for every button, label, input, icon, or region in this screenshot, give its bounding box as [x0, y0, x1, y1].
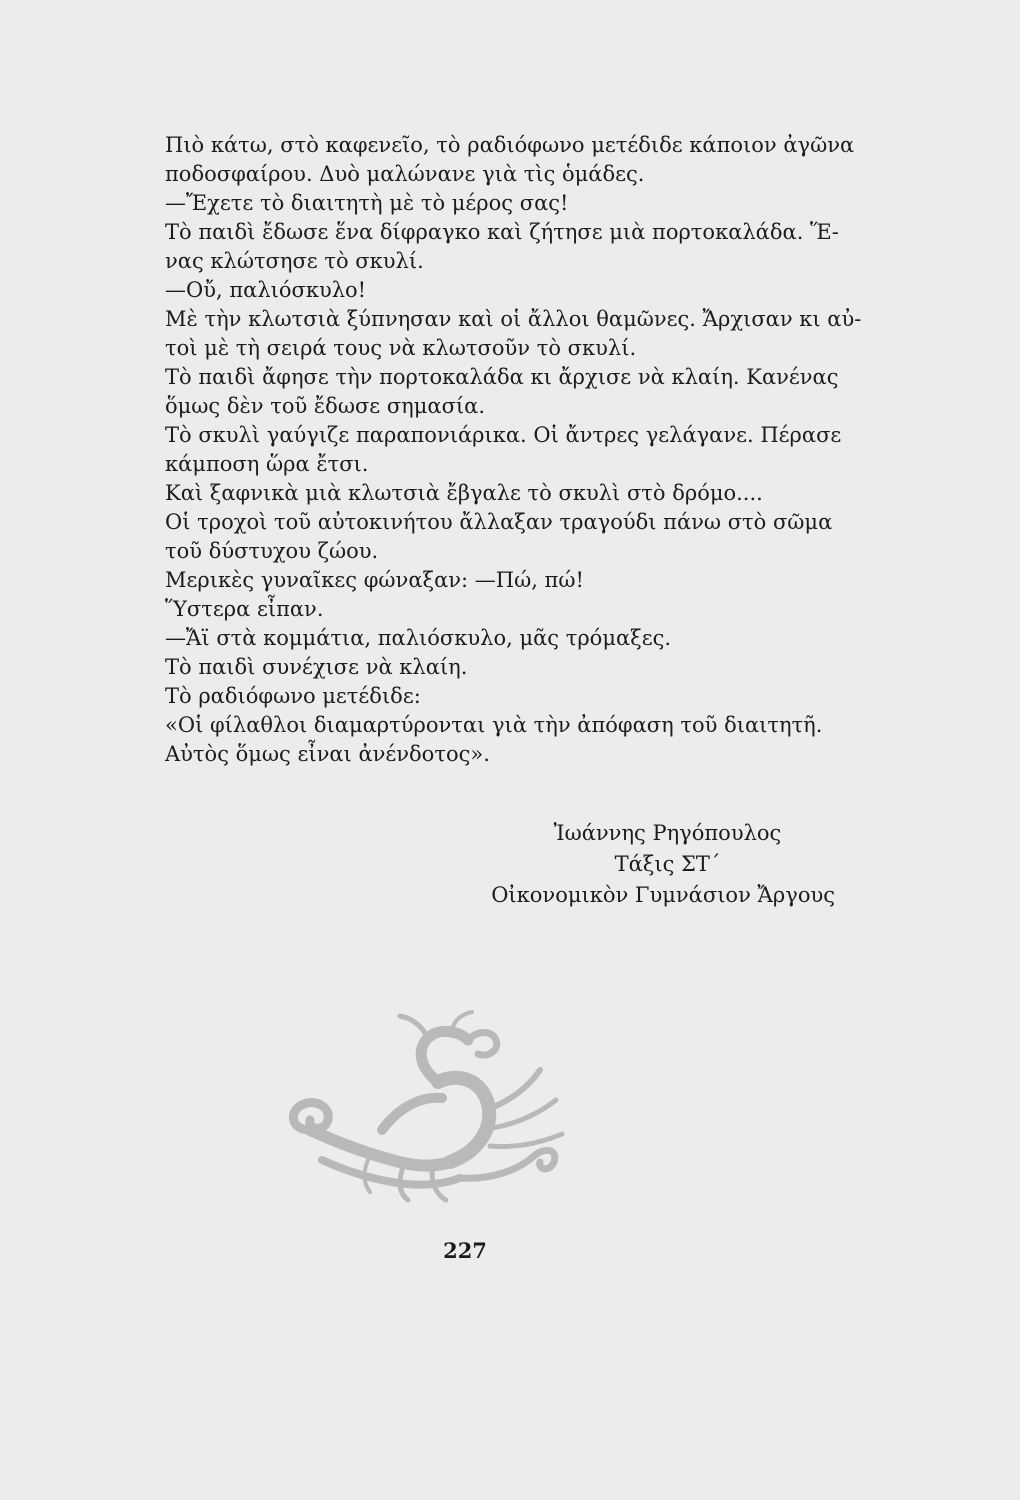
text-line: Τὸ παιδὶ ἔδωσε ἕνα δίφραγκο καὶ ζήτησε μιὰ πορτοκαλάδα. Ἕ-	[165, 220, 839, 244]
text-line: Τὸ παιδὶ συνέχισε νὰ κλαίη.	[165, 655, 468, 679]
text-line: Οἱ τροχοὶ τοῦ αὐτοκινήτου ἄλλαξαν τραγούδι πάνω στὸ σῶμα	[165, 510, 833, 534]
text-line: Τὸ παιδὶ ἄφησε τὴν πορτοκαλάδα κι ἄρχισε νὰ κλαίη. Κανένας	[165, 365, 839, 389]
text-line: —Οὔ, παλιόσκυλο!	[165, 278, 367, 302]
text-line: τοὶ μὲ τὴ σειρά τους νὰ κλωτσοῦν τὸ σκυλί.	[165, 336, 637, 360]
author-name: Ἰωάννης Ρηγόπουλος	[553, 821, 782, 845]
text-line: Μερικὲς γυναῖκες φώναξαν: —Πώ, πώ!	[165, 568, 584, 592]
text-line: τοῦ δύστυχου ζώου.	[165, 539, 379, 563]
text-line: —Ἔχετε τὸ διαιτητὴ μὲ τὸ μέρος σας!	[165, 191, 569, 215]
text-line: —Ἄϊ στὰ κομμάτια, παλιόσκυλο, μᾶς τρόμαξες.	[165, 626, 672, 650]
dragon-ornament	[282, 1010, 582, 1205]
author-class: Τάξις ΣΤ΄	[614, 852, 721, 876]
text-line: Αὐτὸς ὅμως εἶναι ἀνένδοτος».	[165, 742, 490, 766]
text-line: Τὸ ραδιόφωνο μετέδιδε:	[165, 684, 421, 708]
text-line: Ὕστερα εἶπαν.	[165, 597, 324, 621]
text-line: «Οἱ φίλαθλοι διαμαρτύρονται γιὰ τὴν ἀπόφαση τοῦ διαιτητῆ.	[165, 713, 823, 737]
text-line: ὅμως δὲν τοῦ ἔδωσε σημασία.	[165, 394, 486, 418]
text-line: Τὸ σκυλὶ γαύγιζε παραπονιάρικα. Οἱ ἄντρες γελάγανε. Πέρασε	[165, 423, 842, 447]
text-line: κάμποση ὥρα ἔτσι.	[165, 452, 369, 476]
text-line: Καὶ ξαφνικὰ μιὰ κλωτσιὰ ἔβγαλε τὸ σκυλὶ στὸ δρόμο....	[165, 481, 763, 505]
text-line: Μὲ τὴν κλωτσιὰ ξύπνησαν καὶ οἱ ἄλλοι θαμῶνες. Ἄρχισαν κι αὐ-	[165, 307, 862, 331]
page-number: 227	[443, 1238, 487, 1263]
author-school: Οἰκονομικὸν Γυμνάσιον Ἄργους	[491, 883, 835, 907]
author-signature	[420, 818, 835, 911]
text-line: νας κλώτσησε τὸ σκυλί.	[165, 249, 424, 273]
text-line: ποδοσφαίρου. Δυὸ μαλώνανε γιὰ τὶς ὁμάδες.	[165, 162, 645, 186]
text-line: Πιὸ κάτω, στὸ καφενεῖο, τὸ ραδιόφωνο μετέδιδε κάποιον ἀγῶνα	[165, 133, 855, 157]
